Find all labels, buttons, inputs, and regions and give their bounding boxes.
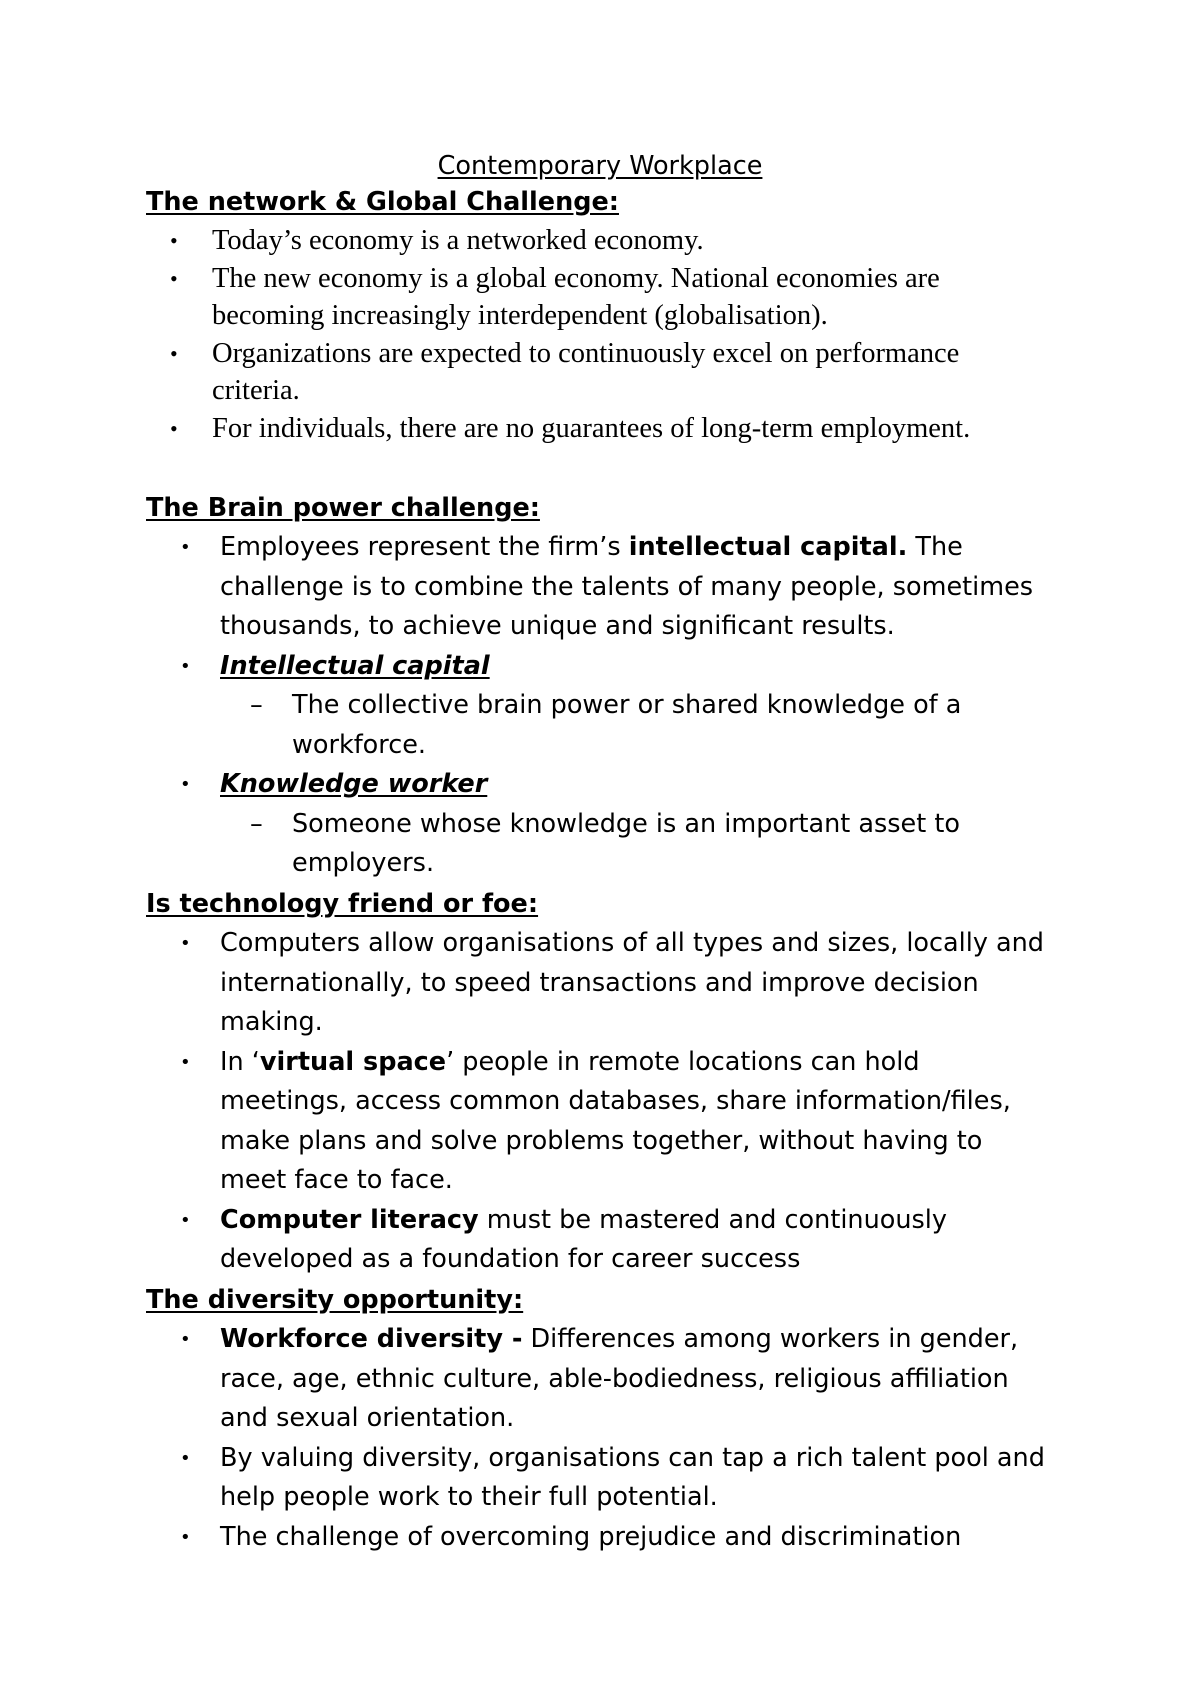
bullet-icon: • [180, 1329, 191, 1350]
sub-list-item [0, 805, 1200, 884]
list-item [0, 335, 1200, 410]
bullet-icon: • [170, 265, 178, 291]
definition-knowledge-worker: Someone whose knowledge is an important asset to employers. [292, 808, 960, 878]
list-item-text: Computer literacy must be mastered and continuously developed as a foundation for career success [220, 1204, 947, 1274]
section-heading-technology: Is technology friend or foe: [146, 889, 539, 919]
definition-intellectual-capital: The collective brain power or shared knowledge of a workforce. [292, 690, 962, 760]
list-item [0, 528, 1200, 647]
list-item-text: Computers allow organisations of all types and sizes, locally and internationally, to speed transactions and improve decision making. [220, 928, 1044, 1037]
list-item-text: In ‘virtual space’ people in remote locations can hold meetings, access common databases, share information/files, make plans and solve problems together, without having to meet face to face. [220, 1046, 1011, 1195]
bullet-icon: • [180, 774, 191, 795]
bullet-list-brain-power [0, 528, 1200, 884]
bullet-icon: • [180, 655, 191, 677]
dash-bullet-icon: – [250, 808, 263, 839]
list-item-text: By valuing diversity, organisations can tap a rich talent pool and help people work to their full potential. [220, 1442, 1045, 1512]
bullet-list-network-global [0, 222, 1200, 447]
emphasis-virtual-space: virtual space [259, 1046, 447, 1077]
section-heading-brain-power: The Brain power challenge: [146, 493, 540, 523]
dash-bullet-icon: – [250, 690, 263, 720]
list-item-text: For individuals, there are no guarantees of long-term employment. [212, 412, 971, 444]
bullet-icon: • [170, 415, 178, 441]
section-heading-diversity: The diversity opportunity: [146, 1285, 524, 1315]
list-item [0, 1518, 1200, 1558]
list-item [0, 647, 1200, 687]
list-item [0, 924, 1200, 1043]
emphasis-intellectual-capital: intellectual capital. [628, 532, 908, 562]
list-item [0, 1320, 1200, 1439]
bullet-icon: • [180, 1209, 191, 1231]
list-item [0, 1201, 1200, 1280]
list-item [0, 410, 1200, 448]
list-item [0, 260, 1200, 335]
list-item-text: The new economy is a global economy. National economies are becoming increasingly interdependent (globalisation). [212, 262, 940, 331]
list-item [0, 765, 1200, 805]
bullet-icon: • [180, 933, 191, 954]
list-item [0, 222, 1200, 260]
list-item-text: Today’s economy is a networked economy. [212, 225, 704, 256]
bullet-icon: • [180, 537, 191, 558]
bullet-list-technology [0, 924, 1200, 1280]
bullet-icon: • [170, 340, 178, 366]
term-knowledge-worker: Knowledge worker [220, 769, 488, 799]
section-heading-network-global: The network & Global Challenge: [146, 187, 619, 217]
list-item-text: The challenge of overcoming prejudice and discrimination [220, 1521, 962, 1552]
list-item [0, 1043, 1200, 1201]
emphasis-workforce-diversity: Workforce diversity - [220, 1324, 523, 1354]
list-item [0, 1439, 1200, 1518]
bullet-list-diversity [0, 1320, 1200, 1557]
bullet-icon: • [180, 1447, 191, 1469]
list-item-text: Workforce diversity - Differences among workers in gender, race, age, ethnic culture, able-bodiedness, religious affiliation and sexual orientation. [220, 1324, 1019, 1433]
page-title: Contemporary Workplace [437, 151, 763, 181]
bullet-icon: • [180, 1526, 191, 1548]
emphasis-computer-literacy: Computer literacy [220, 1204, 479, 1235]
list-item-text: Organizations are expected to continuously excel on performance criteria. [212, 337, 960, 406]
bullet-icon: • [170, 228, 178, 253]
bullet-icon: • [180, 1051, 191, 1073]
list-item-text: Employees represent the firm’s intellectual capital. The challenge is to combine the talents of many people, sometimes thousands, to achieve unique and significant results. [220, 532, 1034, 641]
sub-list-item [0, 686, 1200, 765]
term-intellectual-capital: Intellectual capital [220, 650, 490, 681]
